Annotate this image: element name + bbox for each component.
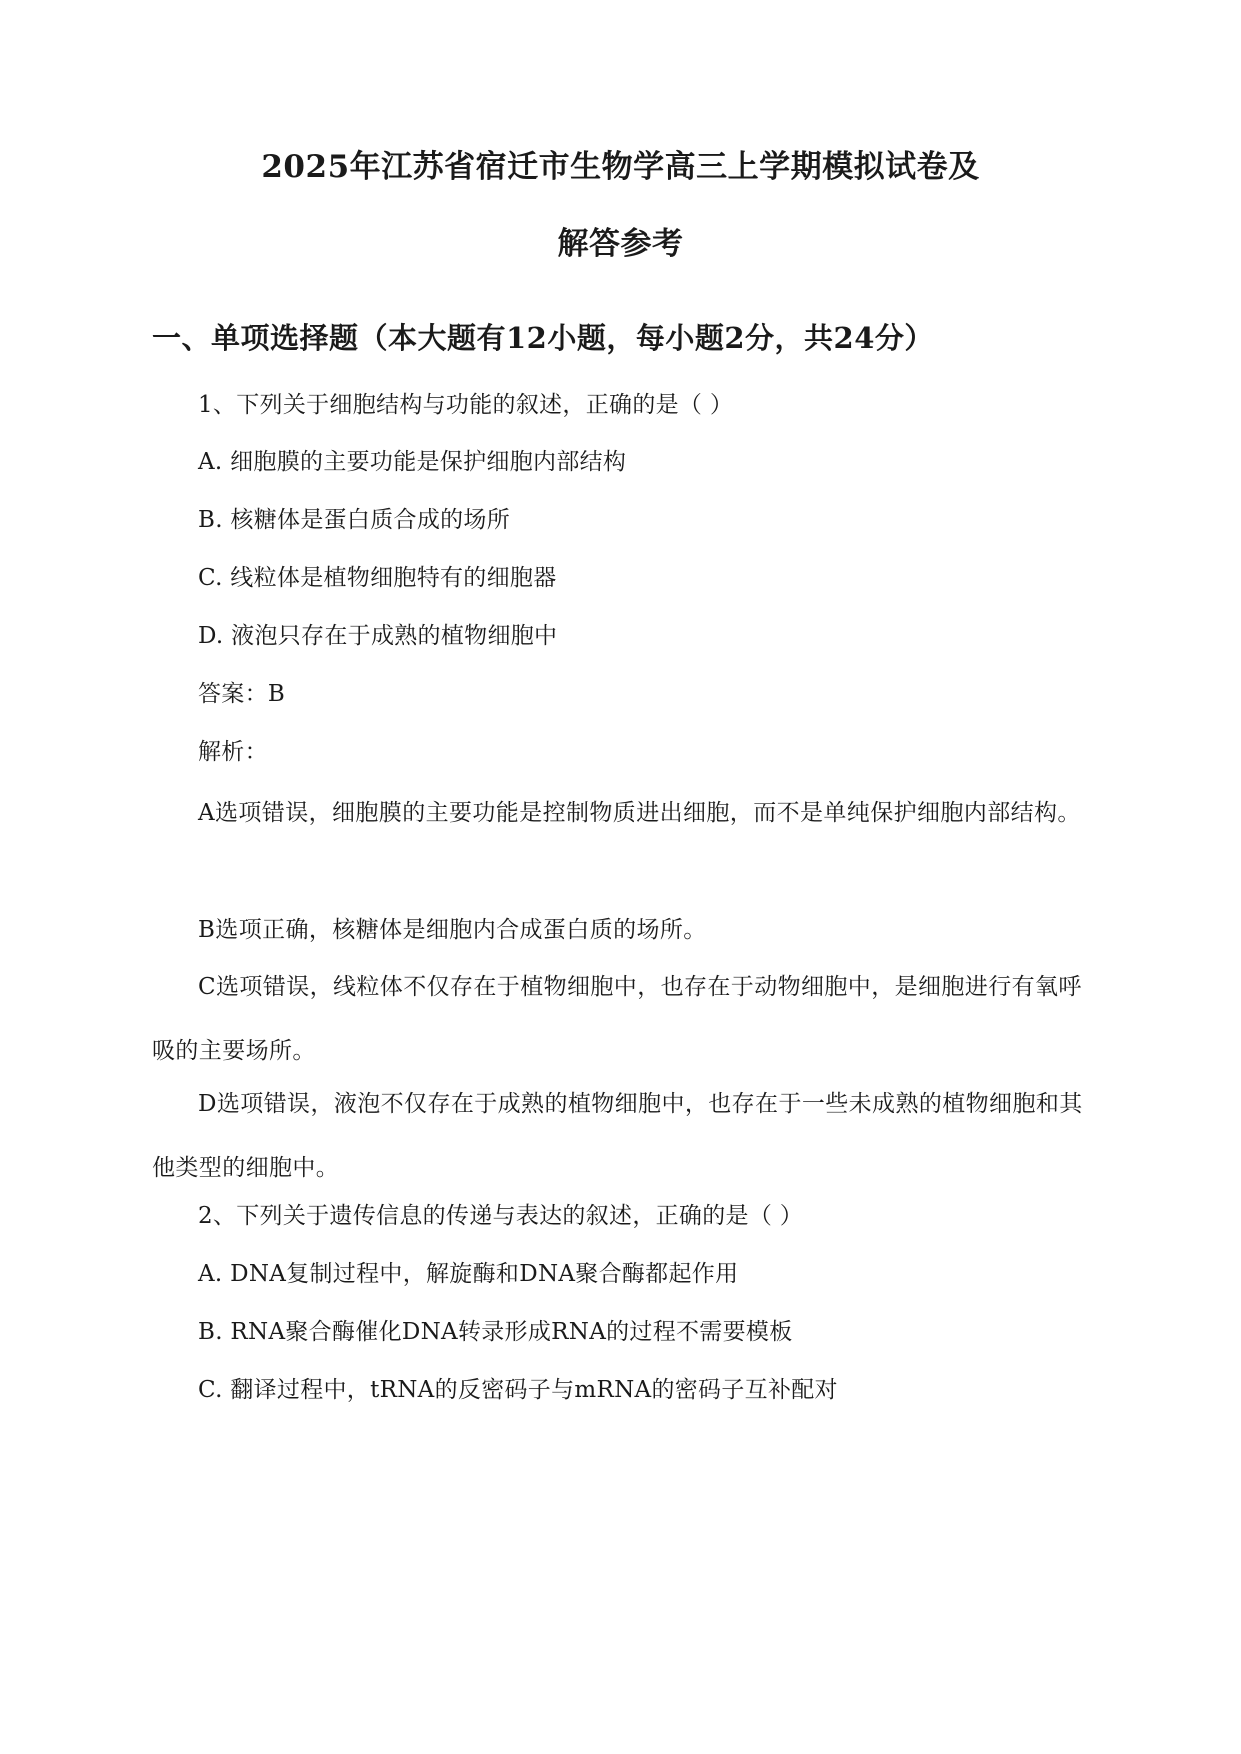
- question-2-option-a: A. DNA复制过程中，解旋酶和DNA聚合酶都起作用: [198, 1261, 739, 1287]
- question-1-option-b: B. 核糖体是蛋白质合成的场所: [198, 507, 511, 533]
- question-1-analysis-d: D选项错误，液泡不仅存在于成熟的植物细胞中，也存在于一些未成熟的植物细胞和其他类型的细胞中。: [152, 1091, 1083, 1181]
- question-1-option-d: D. 液泡只存在于成熟的植物细胞中: [198, 623, 558, 649]
- document-title-line-2: 解答参考: [557, 226, 684, 262]
- question-1-answer: 答案：B: [198, 681, 286, 707]
- question-1-option-c: C. 线粒体是植物细胞特有的细胞器: [198, 565, 557, 591]
- section-heading: 一、单项选择题（本大题有12小题，每小题2分，共24分）: [152, 321, 934, 355]
- question-1-analysis-c: C选项错误，线粒体不仅存在于植物细胞中，也存在于动物细胞中，是细胞进行有氧呼吸的主要场所。: [152, 974, 1082, 1064]
- question-1-stem: 1、下列关于细胞结构与功能的叙述，正确的是（ ）: [198, 392, 734, 418]
- question-2-stem: 2、下列关于遗传信息的传递与表达的叙述，正确的是（ ）: [198, 1203, 804, 1229]
- document-title-line-1: 2025年江苏省宿迁市生物学高三上学期模拟试卷及: [261, 149, 980, 185]
- question-1-analysis-a: A选项错误，细胞膜的主要功能是控制物质进出细胞，而不是单纯保护细胞内部结构。: [198, 800, 1081, 826]
- question-1-analysis-b: B选项正确，核糖体是细胞内合成蛋白质的场所。: [198, 917, 707, 943]
- question-1-analysis-label: 解析：: [198, 739, 268, 765]
- question-2-option-c: C. 翻译过程中，tRNA的反密码子与mRNA的密码子互补配对: [198, 1377, 838, 1403]
- question-1-option-a: A. 细胞膜的主要功能是保护细胞内部结构: [198, 449, 627, 475]
- question-2-option-b: B. RNA聚合酶催化DNA转录形成RNA的过程不需要模板: [198, 1319, 793, 1345]
